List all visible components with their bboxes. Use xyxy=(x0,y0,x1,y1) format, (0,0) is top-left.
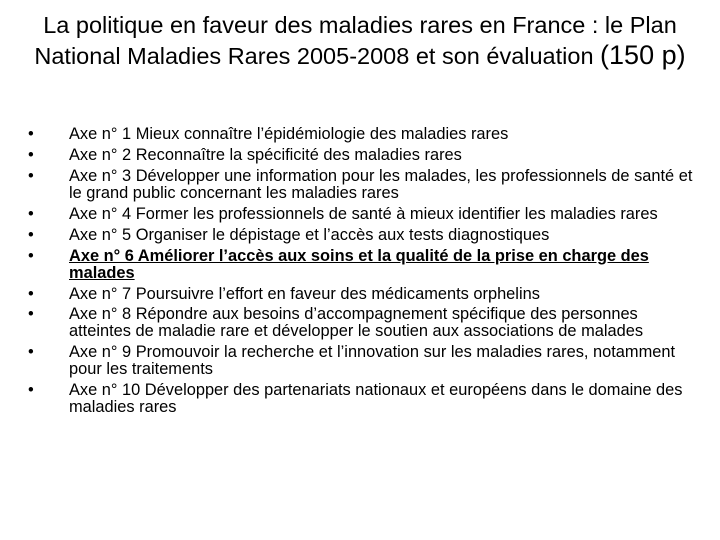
axis-text: Axe n° 9 Promouvoir la recherche et l’innovation sur les maladies rares, notamment pour les traitements xyxy=(69,343,676,379)
axis-text: Axe n° 8 Répondre aux besoins d’accompagnement spécifique des personnes atteintes de maladie rare et développer le soutien aux associations de malades xyxy=(69,305,644,341)
slide-title xyxy=(30,10,690,71)
bullet-icon: • xyxy=(28,145,34,164)
bullet-icon: • xyxy=(28,284,34,303)
list-item-highlighted xyxy=(28,248,698,282)
slide-title-main: La politique en faveur des maladies rares en France : le Plan National Maladies Rares 2005-2008 et son évaluation xyxy=(34,12,677,69)
axis-text: Axe n° 3 Développer une information pour les malades, les professionnels de santé et le grand public concernant les maladies rares xyxy=(69,166,693,202)
axis-text: Axe n° 2 Reconnaître la spécificité des maladies rares xyxy=(69,145,462,164)
axes-list xyxy=(28,126,698,420)
axis-text: Axe n° 5 Organiser le dépistage et l’accès aux tests diagnostiques xyxy=(69,225,550,244)
bullet-icon: • xyxy=(28,343,34,362)
list-item xyxy=(28,168,698,202)
axis-text: Axe n° 10 Développer des partenariats nationaux et européens dans le domaine des maladies rares xyxy=(69,381,683,416)
list-item xyxy=(28,126,698,143)
list-item xyxy=(28,286,698,303)
bullet-icon: • xyxy=(28,125,34,143)
slide-title-suffix: (150 p) xyxy=(600,40,686,70)
list-item xyxy=(28,382,698,416)
bullet-icon: • xyxy=(28,381,34,400)
axis-text: Axe n° 7 Poursuivre l’effort en faveur des médicaments orphelins xyxy=(69,284,540,303)
bullet-icon: • xyxy=(28,246,34,265)
axis-text: Axe n° 6 Améliorer l’accès aux soins et la qualité de la prise en charge des malades xyxy=(69,246,649,282)
bullet-icon: • xyxy=(28,204,34,223)
list-item xyxy=(28,344,698,378)
bullet-icon: • xyxy=(28,305,34,324)
bullet-icon: • xyxy=(28,225,34,244)
bullet-icon: • xyxy=(28,166,34,185)
list-item xyxy=(28,147,698,164)
list-item xyxy=(28,206,698,223)
list-item xyxy=(28,306,698,340)
axis-text: Axe n° 4 Former les professionnels de santé à mieux identifier les maladies rares xyxy=(69,204,658,223)
list-item xyxy=(28,227,698,244)
axis-text: Axe n° 1 Mieux connaître l’épidémiologie des maladies rares xyxy=(69,125,509,143)
